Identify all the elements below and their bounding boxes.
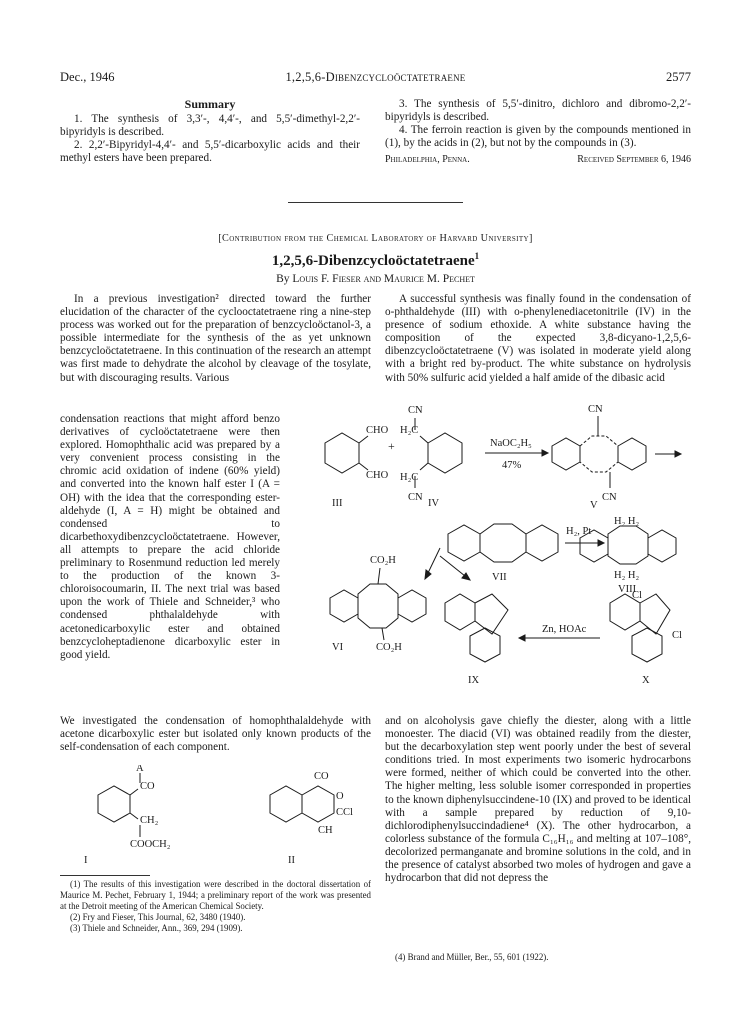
article-title-text: 1,2,5,6-Dibenzcycloöctatetraene (271, 253, 475, 269)
benzene-ring-v-left (552, 438, 580, 470)
group-h2h2-bottom: H₂ H₂ (614, 570, 640, 581)
header-running-title: 1,2,5,6-Dibenzcycloöctatetraene (285, 70, 466, 84)
reagent-h2pt: H₂, Pt (566, 526, 592, 537)
group-cl-bottom: Cl (672, 630, 682, 641)
summary-item-4: 4. The ferroin reaction is given by the compounds mentioned in (1), by the acids in (2), but not by the compounds in (3). (385, 124, 691, 150)
benzene-ring-ix-left (445, 594, 475, 630)
title-footnote-marker: 1 (474, 251, 480, 261)
header-date: Dec., 1946 (60, 70, 115, 84)
reagent-naoc2h5: NaOC₂H₅ (490, 438, 532, 449)
article-title (60, 251, 691, 270)
footnotes-right (385, 952, 691, 963)
body-left-p2: We investigated the condensation of homophthalaldehyde with acetone dicarboxylic ester but isolated only known products of the self-condensation of each component. (60, 715, 371, 754)
label-x: X (642, 675, 650, 686)
label-v: V (590, 500, 598, 511)
benzene-ring-vi-left (330, 590, 358, 622)
summary-item-3: 3. The synthesis of 5,5′-dinitro, dichloro and dibromo-2,2′-bipyridyls is described. (385, 98, 691, 124)
group-co2h-bottom: CO₂H (376, 642, 402, 653)
reagent-zn: Zn, HOAc (542, 624, 587, 635)
benzene-ring-vii-right (526, 525, 558, 561)
contribution-line: [Contribution from the Chemical Laboratory of Harvard University] (218, 233, 533, 244)
benzene-ring-v-right (618, 438, 646, 470)
group-cl-top: Cl (632, 590, 642, 601)
running-header (60, 70, 691, 88)
summary-heading: Summary (184, 97, 236, 111)
pentagon-ix (475, 594, 508, 634)
body-right-top (385, 293, 691, 385)
group-a: A (136, 765, 144, 774)
reaction-scheme (280, 388, 691, 708)
structures-i-ii (60, 765, 371, 873)
received-date: Received September 6, 1946 (577, 154, 691, 166)
body-right-bottom (385, 715, 691, 885)
octagon-vii (480, 524, 526, 562)
lactone-ring-ii (302, 786, 334, 822)
summary-item-2: 2. 2,2′-Bipyridyl-4,4′- and 5,5′-dicarboxylic acids and their methyl esters have been prepared. (60, 139, 360, 165)
label-ix: IX (468, 675, 480, 686)
body-left-bottom (60, 715, 371, 754)
benzene-ring-viii-right (648, 530, 676, 562)
summary-left (60, 98, 360, 165)
group-h2c-top: H₂C (400, 425, 419, 436)
location: Philadelphia, Penna. (385, 154, 470, 166)
footnote-2: (2) Fry and Fieser, This Journal, 62, 3480 (1940). (70, 912, 246, 922)
group-cn-iv-top: CN (408, 405, 423, 416)
footnote-rule (60, 875, 150, 876)
body-left-top (60, 293, 371, 385)
divider-rule (288, 202, 463, 203)
footnote-3: (3) Thiele and Schneider, Ann., 369, 294 (1909). (70, 923, 243, 933)
body-right-p1: A successful synthesis was finally found in the condensation of o-phthaldehyde (III) with o-phenylenediacetonitrile (IV) in the presence of sodium ethoxide. A white substance having the composition of the expected 3,8-dicyano-1,2,5,6-dibenzcycloöctatetraene (V) was isolated in moderate yield along with a bright red by-product. The white substance on hydrolysis with 50% sulfuric acid yielded a half amide of the dibasic acid (385, 293, 691, 384)
octagon-v (580, 436, 618, 472)
label-ii: II (288, 855, 295, 866)
group-ch2: CH₂ (140, 815, 159, 826)
reagent-yield: 47% (502, 460, 522, 471)
label-iii: III (332, 498, 343, 509)
group-cn-v-top: CN (588, 404, 603, 415)
label-iv: IV (428, 498, 440, 509)
body-left-p1-narrow: condensation reactions that might afford benzo derivatives of cycloöctatetraene were then explored. Homophthalic acid was prepared by a very convenient process consisting in the chromic acid oxidation of indene (60% yield) and converted into the known half ester I (A = OH) with the idea that the corresponding ester-aldehyde (I, A = H) might be obtained and condensed to dicarbethoxydibenzcycloöctatetraene. However, all attempts to prepare the acid chloride preliminary to Rosenmund reduction led merely to the production of the known 3-chloroisocoumarin, II. The next trial was based upon the work of Thiele and Schneider,³ who condensed phthalaldehyde with acetonedicarboxylic ester and obtained benzcycloheptadienone dicarboxylic ester in good yield. (60, 413, 280, 661)
arrow-vi (428, 548, 440, 573)
header-page-number: 2577 (666, 70, 691, 84)
benzene-ring-ii (270, 786, 302, 822)
byline (60, 273, 691, 285)
group-co2h-top: CO₂H (370, 555, 396, 566)
group-o-ii: O (336, 791, 344, 802)
summary-right (385, 98, 691, 167)
footnote-4: (4) Brand and Müller, Ber., 55, 601 (1922). (395, 952, 549, 962)
group-cho-bottom: CHO (366, 470, 389, 481)
ring-x (640, 594, 670, 634)
body-right-p2: and on alcoholysis gave chiefly the diester, along with a little monoester. The diacid (VI) was obtained readily from the diester, but the decarboxylation step went poorly under the best of several conditions tried. In most experiments two isomeric hydrocarbons were formed, neither of which could be converted into the other. The higher melting, less soluble isomer corresponded in properties to the known diphenylsuccindene-10 (IX) and proved to be identical with a sample prepared by reduction of 9,10-dichlorodiphenylsuccindadiene⁴ (X). The other hydrocarbon, a colorless substance of the formula C₁₆H₁₆ and melting at 107–108°, decolorized permanganate and bromine solutions in the cold, and in the presence of catalyst absorbed two moles of hydrogen and gave a hydrocarbon that did not depress the (385, 715, 692, 885)
body-left-narrow (60, 413, 280, 662)
benzene-ring-iv (428, 433, 462, 473)
label-i: I (84, 855, 88, 866)
group-cn-v-bottom: CN (602, 492, 617, 503)
group-h2h2-top: H₂ H₂ (614, 516, 640, 527)
label-vii: VII (492, 572, 507, 583)
benzene-ring-vii-left (448, 525, 480, 561)
group-cooch2: COOCH₂ (130, 839, 171, 850)
plus-sign: + (388, 439, 395, 453)
benzene-ring-vi-right (398, 590, 426, 622)
group-h2c-bottom: H₂C (400, 472, 419, 483)
label-vi: VI (332, 642, 344, 653)
authors: Louis F. Fieser and Maurice M. Pechet (292, 273, 475, 285)
summary-item-1: 1. The synthesis of 3,3′-, 4,4′-, and 5,5′-dimethyl-2,2′-bipyridyls is described. (60, 113, 360, 139)
group-ccl-ii: CCl (336, 807, 353, 818)
footnote-1: (1) The results of this investigation were described in the doctoral dissertation of Maurice M. Pechet, February 1, 1944; a preliminary report of the work was presented at the Detroit meeting of the American Chemical Society. (60, 879, 371, 911)
group-co-i: CO (140, 781, 155, 792)
footnotes-left (60, 879, 371, 934)
body-left-p1: In a previous investigation² directed toward the further elucidation of the character of the cyclooctatetraene ring a nine-step process was worked out for the preparation of benzcycloöctanol-3, a possible intermediate for the synthesis of the as yet unknown benzcycloöctatetraene. In this continuation of the research an attempt was first made to dehydrate the alcohol by cleavage of the tosylate, but with discouraging results. Various (60, 293, 371, 384)
benzene-ring-ix-right (470, 628, 500, 662)
octagon-vi (358, 584, 398, 628)
group-cn-iv-bottom: CN (408, 492, 423, 503)
benzene-ring-i (98, 786, 130, 822)
group-cho-top: CHO (366, 425, 389, 436)
group-co-ii: CO (314, 771, 329, 782)
label-viii: VIII (618, 584, 637, 595)
byline-prefix: By (276, 273, 290, 285)
received-line (385, 153, 691, 167)
group-ch-ii: CH (318, 825, 333, 836)
benzene-ring-iii (325, 433, 359, 473)
benzene-ring-x-right (632, 628, 662, 662)
octagon-viii (608, 526, 648, 564)
